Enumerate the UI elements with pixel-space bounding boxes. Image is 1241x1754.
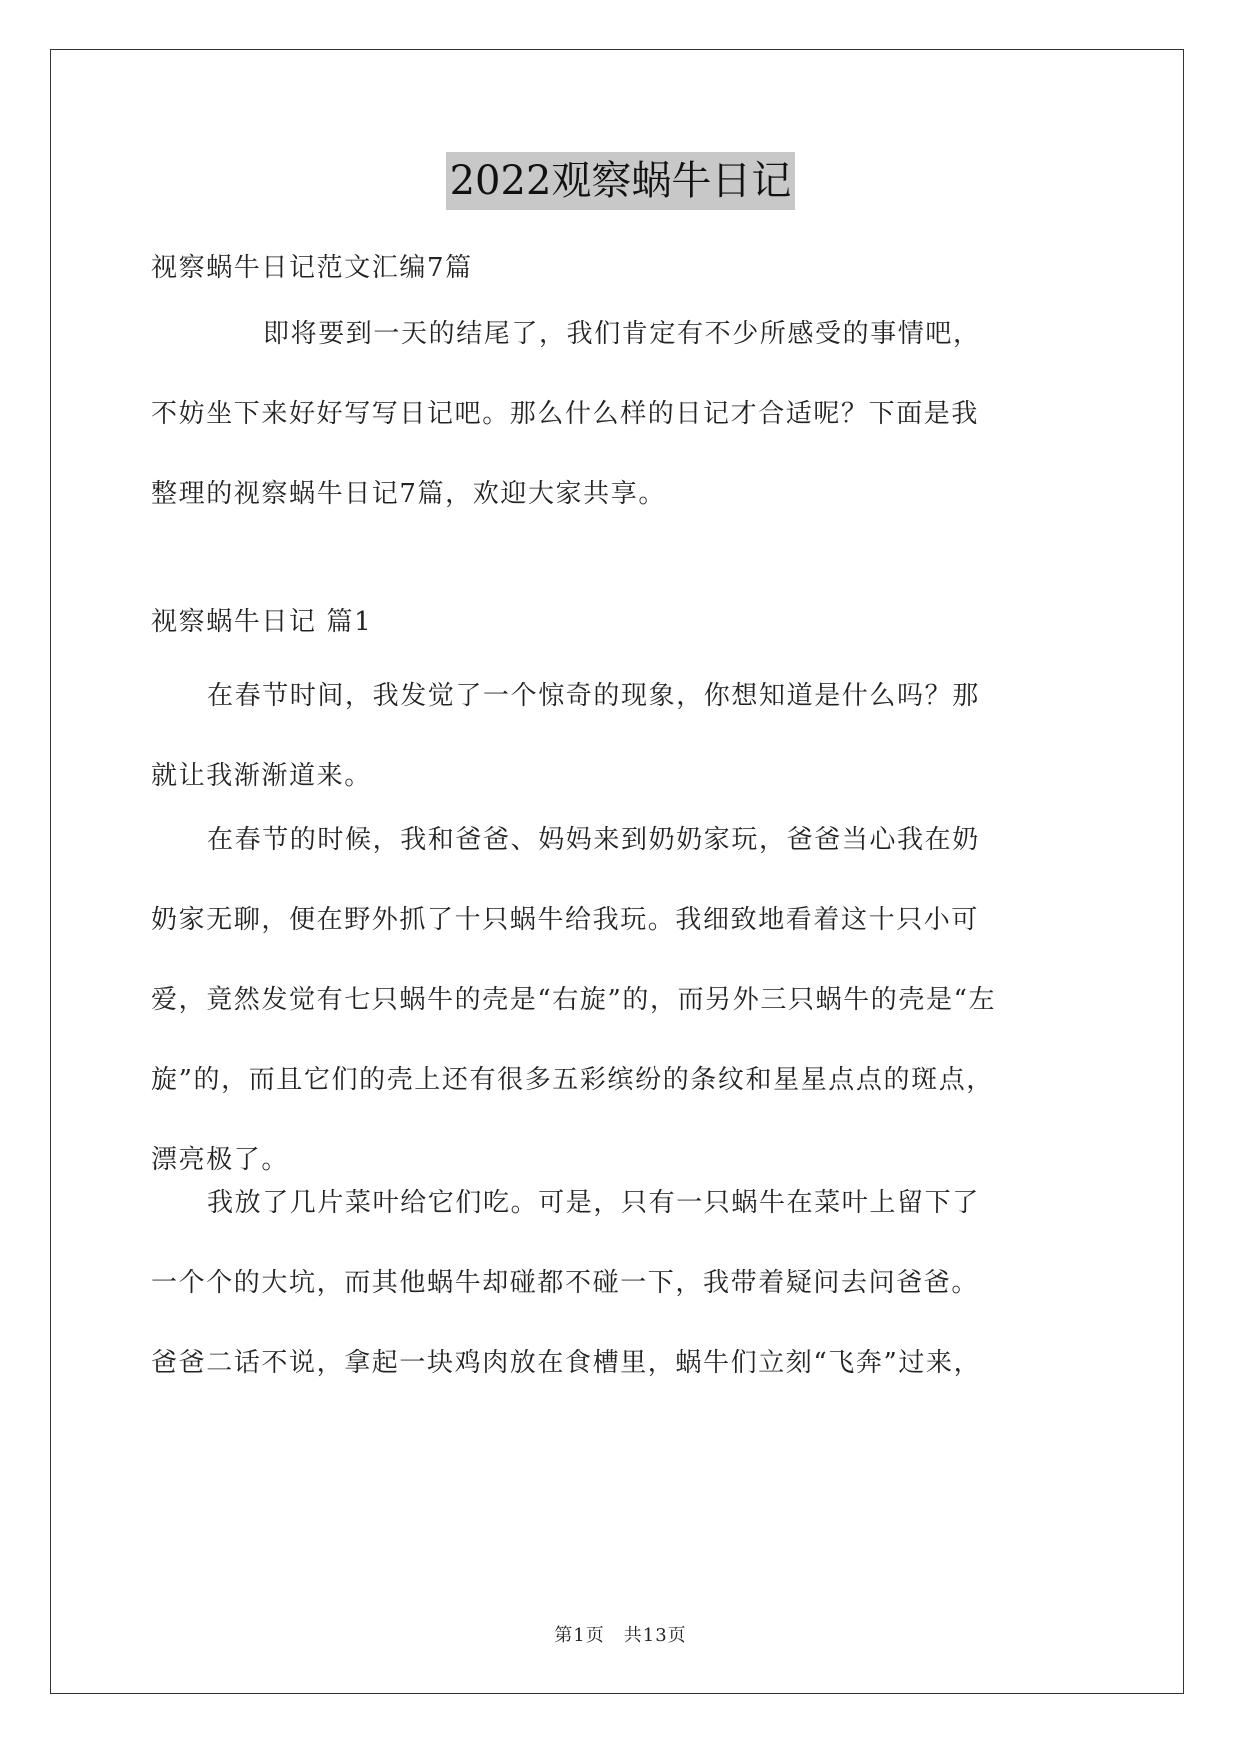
intro-line-2: 不妨坐下来好好写写日记吧。那么什么样的日记才合适呢？下面是我 — [151, 399, 980, 429]
paragraph-2 — [151, 800, 1091, 1200]
section-heading-line: 视察蜗牛日记 篇1 — [151, 607, 373, 637]
paragraph-3-line-2: 一个个的大坑，而其他蜗牛却碰都不碰一下，我带着疑问去问爸爸。 — [151, 1268, 980, 1298]
title-container — [0, 152, 1241, 210]
paragraph-1 — [151, 656, 1091, 816]
paragraph-3-line-1: 我放了几片菜叶给它们吃。可是，只有一只蜗牛在菜叶上留下了 — [207, 1188, 980, 1218]
paragraph-2-line-5: 漂亮极了。 — [151, 1145, 290, 1175]
paragraph-1-line-1: 在春节时间，我发觉了一个惊奇的现象，你想知道是什么吗？那 — [207, 681, 980, 711]
intro-line-3: 整理的视察蜗牛日记7篇，欢迎大家共享。 — [151, 479, 666, 509]
subtitle-line: 视察蜗牛日记范文汇编7篇 — [151, 253, 473, 283]
section-heading — [151, 582, 1091, 662]
paragraph-3-line-3: 爸爸二话不说，拿起一块鸡肉放在食槽里，蜗牛们立刻“飞奔”过来， — [151, 1348, 982, 1378]
paragraph-2-line-2: 奶家无聊，便在野外抓了十只蜗牛给我玩。我细致地看着这十只小可 — [151, 905, 980, 935]
page-footer: 第1页 共13页 — [554, 1625, 687, 1646]
paragraph-3 — [151, 1163, 1091, 1403]
document-title: 2022观察蜗牛日记 — [446, 152, 796, 210]
paragraph-2-line-3: 爱，竟然发觉有七只蜗牛的壳是“右旋”的，而另外三只蜗牛的壳是“左 — [151, 985, 997, 1015]
paragraph-2-line-1: 在春节的时候，我和爸爸、妈妈来到奶奶家玩，爸爸当心我在奶 — [207, 825, 980, 855]
intro-line-1: 即将要到一天的结尾了，我们肯定有不少所感受的事情吧， — [263, 319, 981, 349]
paragraph-2-line-4: 旋”的，而且它们的壳上还有很多五彩缤纷的条纹和星星点点的斑点， — [151, 1065, 994, 1095]
paragraph-1-line-2: 就让我渐渐道来。 — [151, 761, 372, 791]
intro-paragraph — [151, 294, 1091, 534]
